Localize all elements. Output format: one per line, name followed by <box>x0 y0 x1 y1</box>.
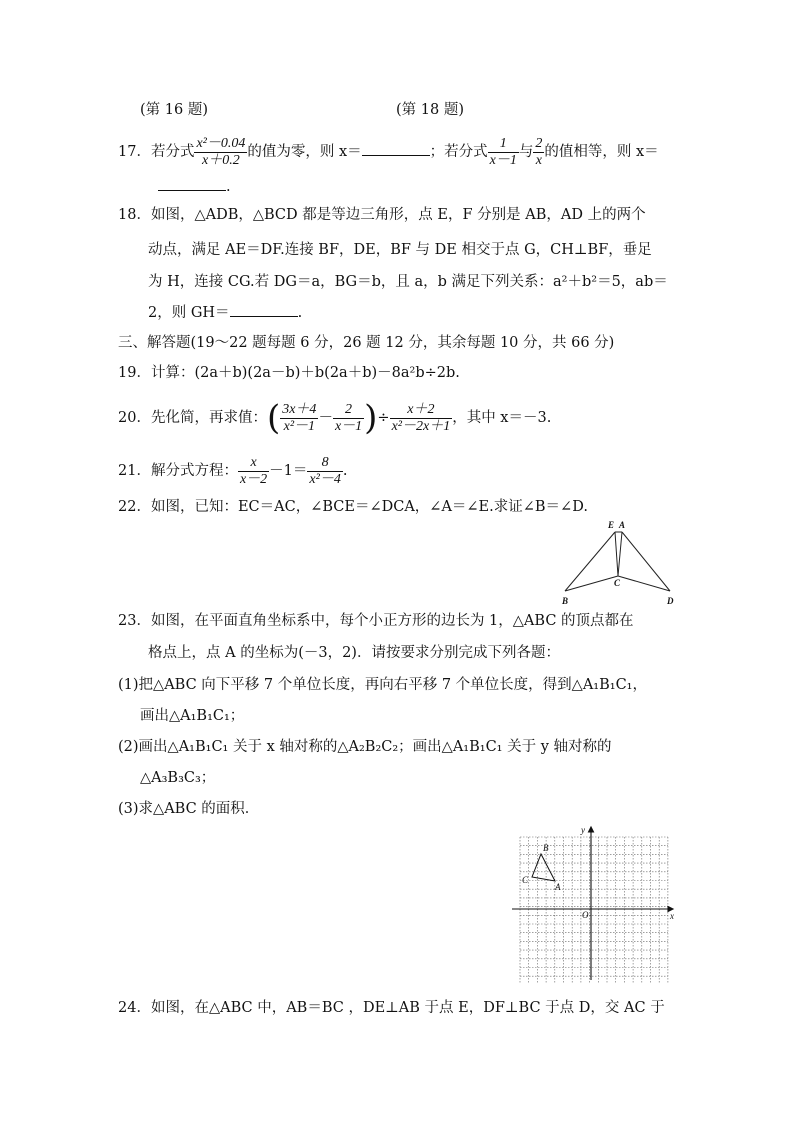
fig22-line-AD <box>622 532 670 591</box>
q23-line2: 格点上，点 A 的坐标为(－3，2)．请按要求分别完成下列各题： <box>148 645 560 661</box>
section-3-heading: 三、解答题(19～22 题每题 6 分，26 题 12 分，其余每题 10 分，共 66 分) <box>118 335 615 351</box>
q17-frac1-num: x²－0.04 <box>196 135 246 151</box>
point-c-label: C <box>522 875 529 885</box>
q23-part1-line1: (1)把△ABC 向下平移 7 个单位长度，再向右平移 7 个单位长度，得到△A₁B₁C₁， <box>118 677 647 693</box>
q20-f3-den: x²－2x＋1 <box>391 418 451 434</box>
q20-f2-den: x－1 <box>334 418 363 434</box>
fig22-label-B: B <box>562 596 569 606</box>
q18-text-b: . <box>297 305 303 321</box>
q17-blank2[interactable] <box>158 176 226 191</box>
q20-fraction3 <box>390 402 453 435</box>
fig22-label-E: E <box>608 520 615 530</box>
q17-frac1-den: x＋0.2 <box>202 152 240 168</box>
caption-fig18: (第 18 题) <box>396 102 464 118</box>
q20-left-paren: ( <box>266 398 281 438</box>
question-20 <box>118 398 551 438</box>
q20-text1: 20．先化简，再求值： <box>118 410 267 426</box>
q17-frac3-num: 2 <box>535 135 543 151</box>
q18-line2: 动点，满足 AE＝DF.连接 BF，DE，BF 与 DE 相交于点 G，CH⊥BF，垂足 <box>148 242 652 258</box>
fig22-label-A: A <box>619 520 626 530</box>
q20-minus: － <box>318 410 333 426</box>
figure-22 <box>555 518 680 610</box>
fig22-line-BC <box>565 576 618 591</box>
q20-fraction2 <box>333 402 364 435</box>
q23-part2-line2: △A₃B₃C₃； <box>140 770 216 786</box>
grid-lines <box>520 837 668 984</box>
q17-line2 <box>158 176 231 197</box>
q17-text6: . <box>226 179 231 195</box>
q20-f1-num: 3x＋4 <box>282 401 317 417</box>
q17-text5: 的值相等，则 x＝ <box>544 144 659 160</box>
q17-blank1[interactable] <box>362 141 430 156</box>
q17-fraction3 <box>533 136 544 169</box>
q21-f2-num: 8 <box>307 455 342 472</box>
q20-fraction1 <box>280 402 318 435</box>
q17-fraction2 <box>488 136 519 169</box>
q17-fraction1 <box>194 136 247 169</box>
y-axis-label: y <box>581 825 585 835</box>
q18-line3: 为 H，连接 CG.若 DG＝a，BG＝b，且 a，b 满足下列关系：a²＋b²＝5，ab＝ <box>148 274 668 290</box>
q21-f2-den: x²－4 <box>309 471 341 487</box>
caption-fig16: (第 16 题) <box>140 102 208 118</box>
q21-text2: . <box>342 463 348 479</box>
q17-text3: ；若分式 <box>429 144 488 160</box>
origin-label: O <box>582 910 589 920</box>
q21-fraction2 <box>307 455 342 488</box>
question-17 <box>118 133 659 171</box>
q21-text1: 21．解分式方程： <box>118 463 238 479</box>
triangle-abc <box>532 854 555 881</box>
fig22-label-D: D <box>667 596 674 606</box>
q18-line4 <box>148 302 302 323</box>
q20-text2: ，其中 x＝－3. <box>452 410 552 426</box>
fig22-line-EB <box>565 532 615 591</box>
fig22-label-C: C <box>614 578 621 588</box>
q21-f1-den: x－2 <box>239 471 268 487</box>
question-24: 24．如图，在△ABC 中，AB＝BC ，DE⊥AB 于点 E，DF⊥BC 于点 D，交 AC 于 <box>118 1000 665 1016</box>
fig22-line-EC <box>615 532 618 576</box>
q17-frac2-num: 1 <box>488 136 519 153</box>
fig22-line-CD <box>618 576 670 591</box>
q17-text2: 的值为零，则 x＝ <box>247 144 362 160</box>
q20-divide: ÷ <box>377 410 390 426</box>
y-axis-arrow <box>589 827 594 832</box>
q17-text1: 若分式 <box>150 144 195 160</box>
point-a-label: A <box>555 882 561 892</box>
q18-line1: 18．如图，△ADB，△BCD 都是等边三角形，点 E，F 分别是 AB，AD 上的两个 <box>118 207 646 223</box>
q20-f2-num: 2 <box>333 402 364 419</box>
q18-blank[interactable] <box>230 302 298 317</box>
q23-part1-line2: 画出△A₁B₁C₁； <box>140 708 245 724</box>
question-19: 19．计算：(2a＋b)(2a－b)＋b(2a＋b)－8a²b÷2b. <box>118 365 460 381</box>
x-axis-label: x <box>670 911 674 921</box>
q20-right-paren: ) <box>364 398 378 438</box>
question-22: 22．如图，已知：EC＝AC，∠BCE＝∠DCA，∠A＝∠E.求证∠B＝∠D. <box>118 499 588 515</box>
q17-frac3-den: x <box>535 152 542 168</box>
q21-f1-num: x <box>238 455 269 472</box>
q17-text4: 与 <box>518 144 534 160</box>
q20-f1-den: x²－1 <box>283 418 316 434</box>
q17-frac2-den: x－1 <box>489 152 517 168</box>
q18-text-a: 2，则 GH＝ <box>148 305 230 321</box>
q23-part2-line1: (2)画出△A₁B₁C₁ 关于 x 轴对称的△A₂B₂C₂；画出△A₁B₁C₁ 关于 y 轴对称的 <box>118 739 612 755</box>
q17-num: 17． <box>118 144 151 160</box>
fig22-line-AC <box>618 532 622 576</box>
q21-fraction1 <box>238 455 269 488</box>
q21-mid: －1＝ <box>269 463 308 479</box>
q20-f3-num: x＋2 <box>390 402 453 419</box>
question-21 <box>118 452 347 490</box>
q23-part3: (3)求△ABC 的面积． <box>118 801 260 817</box>
point-b-label: B <box>543 843 549 853</box>
q23-line1: 23．如图，在平面直角坐标系中，每个小正方形的边长为 1，△ABC 的顶点都在 <box>118 613 634 629</box>
figure-23-coordinate-grid <box>510 822 675 984</box>
